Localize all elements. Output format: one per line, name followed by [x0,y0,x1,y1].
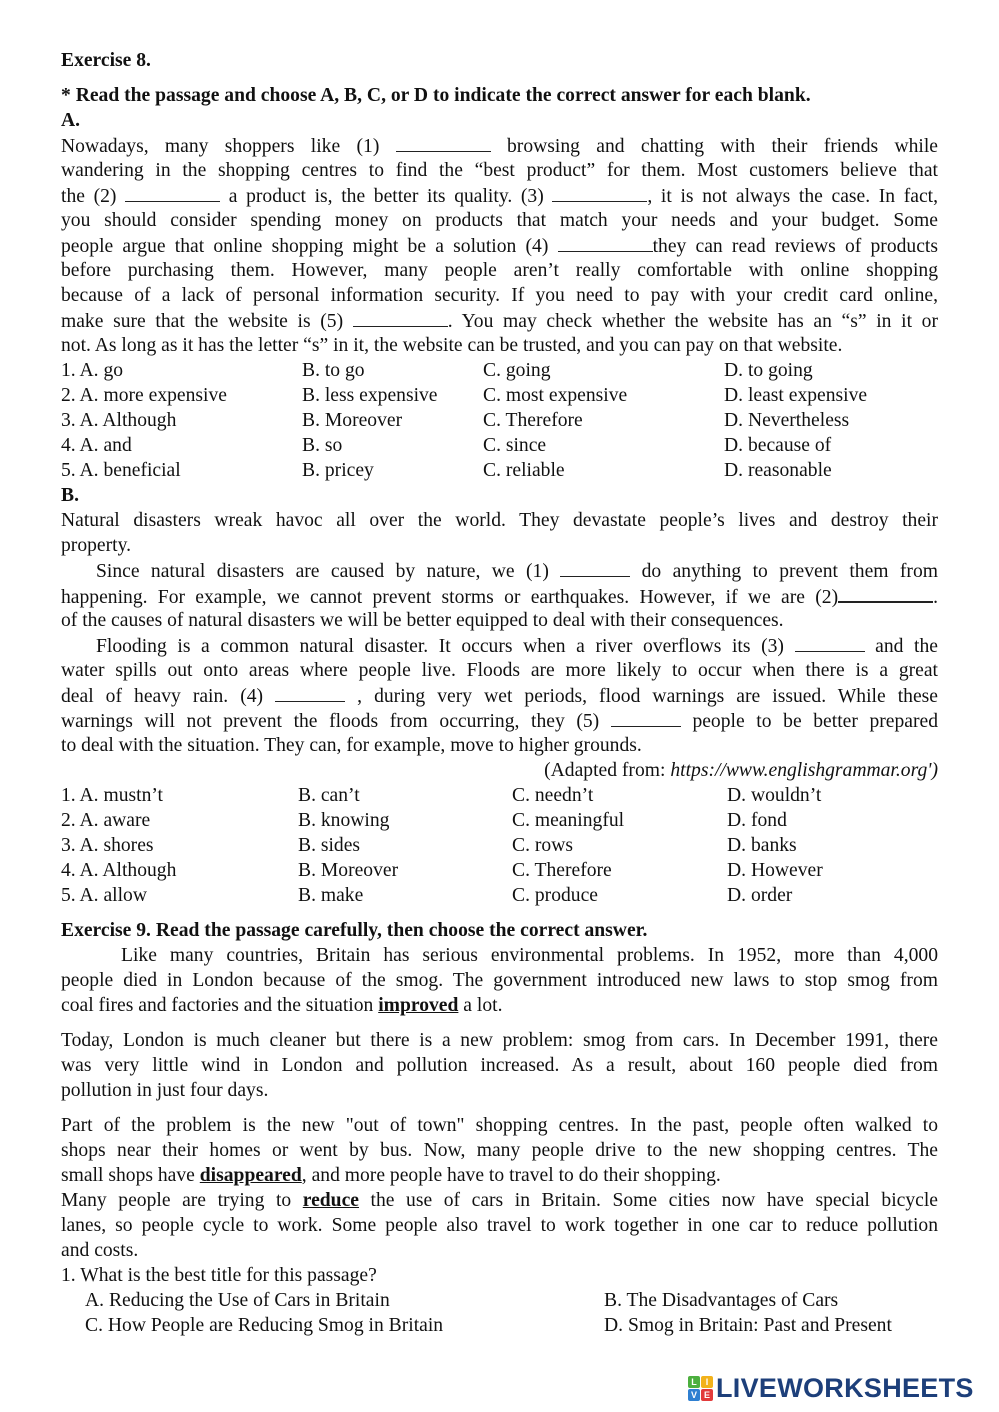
passage-line: make sure that the website is (5) . You may check whether the website has an “s” in it or [61,308,938,333]
passage-line: Many people are trying to reduce the use of cars in Britain. Some cities now have special bicycle [61,1190,938,1211]
option-row [61,883,938,908]
option-c[interactable]: C. Therefore [512,860,612,881]
logo-letter-l: L [688,1376,700,1388]
ex9-paragraph-1 [61,943,938,1018]
keyword-reduce: reduce [302,1190,359,1211]
blank-b4[interactable] [275,683,345,702]
passage-line: to deal with the situation. They can, for example, move to higher grounds. [61,735,642,756]
option-d[interactable]: D. because of [724,435,832,456]
blank-a2[interactable] [125,183,220,202]
part-a-label: A. [61,110,81,131]
blank-a3[interactable] [552,183,647,202]
option-a[interactable]: 1. A. go [61,360,124,381]
answer-a[interactable]: A. Reducing the Use of Cars in Britain [85,1290,390,1311]
option-row [61,808,938,833]
option-b[interactable]: B. knowing [298,810,390,831]
option-c[interactable]: C. produce [512,885,598,906]
option-row [61,458,938,483]
passage-line: because of a lack of personal information security. If you need to pay with your credit card online, [61,285,938,306]
passage-line: Flooding is a common natural disaster. It occurs when a river overflows its (3) and the [61,633,938,658]
option-c[interactable]: C. since [483,435,547,456]
part-a-passage [61,133,938,358]
option-a[interactable]: 3. A. shores [61,835,154,856]
passage-line: Part of the problem is the new "out of town" shopping centres. In the past, people often walked to [61,1115,938,1136]
option-b[interactable]: B. sides [298,835,361,856]
option-a[interactable]: 5. A. beneficial [61,460,181,481]
option-d[interactable]: D. wouldn’t [727,785,822,806]
passage-line: Like many countries, Britain has serious environmental problems. In 1952, more than 4,000 [121,945,938,966]
worksheet-page [61,48,938,1338]
option-row [61,358,938,383]
option-d[interactable]: D. banks [727,835,797,856]
option-c[interactable]: C. going [483,360,551,381]
passage-line: of the causes of natural disasters we will be better equipped to deal with their consequences. [61,610,784,631]
ex9-paragraph-3 [61,1113,938,1263]
blank-a1[interactable] [396,133,491,152]
option-c[interactable]: C. Therefore [483,410,583,431]
answer-row [61,1288,938,1313]
option-a[interactable]: 2. A. more expensive [61,385,227,406]
option-b[interactable]: B. Moreover [302,410,403,431]
passage-line: not. As long as it has the letter “s” in it, the website can be trusted, and you can pay on that website. [61,335,843,356]
passage-line: people died in London because of the smog. The government introduced new laws to stop smog from [61,970,938,991]
option-d[interactable]: D. to going [724,360,813,381]
passage-line: the (2) a product is, the better its quality. (3) , it is not always the case. In fact, [61,183,938,208]
part-b-passage [61,508,938,783]
option-c[interactable]: C. needn’t [512,785,594,806]
exercise-9-title: Exercise 9. Read the passage carefully, then choose the correct answer. [61,920,648,941]
question-1: 1. What is the best title for this passage? [61,1265,377,1286]
option-b[interactable]: B. to go [302,360,365,381]
passage-line: coal fires and factories and the situation improved a lot. [61,995,503,1016]
option-a[interactable]: 4. A. Although [61,860,177,881]
part-a-options [61,358,938,483]
option-row [61,408,938,433]
blank-b1[interactable] [560,558,630,577]
passage-line: people argue that online shopping might be a solution (4) they can read reviews of products [61,233,938,258]
passage-line: and costs. [61,1240,139,1261]
option-a[interactable]: 1. A. mustn’t [61,785,163,806]
option-row [61,383,938,408]
option-b[interactable]: B. pricey [302,460,374,481]
passage-line: Since natural disasters are caused by nature, we (1) do anything to prevent them from [61,558,938,583]
blank-a5[interactable] [353,308,448,327]
option-c[interactable]: C. meaningful [512,810,625,831]
exercise-8-title: Exercise 8. [61,50,151,71]
option-d[interactable]: D. reasonable [724,460,832,481]
answer-c[interactable]: C. How People are Reducing Smog in Britain [85,1315,444,1336]
keyword-improved: improved [378,995,459,1016]
option-d[interactable]: D. fond [727,810,787,831]
option-a[interactable]: 3. A. Although [61,410,177,431]
passage-line: deal of heavy rain. (4) , during very wet periods, flood warnings are issued. While these [61,683,938,708]
source-citation: (Adapted from: https://www.englishgrammar.org') [544,760,938,781]
passage-line: lanes, so people cycle to work. Some people also travel to work together in one car to reduce pollution [61,1215,938,1236]
passage-line: was very little wind in London and pollution increased. As a result, about 160 people died from [61,1055,938,1076]
passage-line: property. [61,535,132,556]
passage-line: water spills out onto areas where people live. Floods are more likely to occur when there is a great [61,660,938,681]
option-b[interactable]: B. make [298,885,364,906]
liveworksheets-logo [688,1373,974,1404]
option-d[interactable]: D. least expensive [724,385,868,406]
blank-b2[interactable] [838,583,933,603]
passage-line: wandering in the shopping centres to find the “best product” for them. Most customers believe that [61,160,938,181]
option-b[interactable]: B. less expensive [302,385,438,406]
passage-line: shops near their homes or went by bus. Now, many people drive to the new shopping centres. The [61,1140,938,1161]
passage-line: small shops have disappeared, and more people have to travel to do their shopping. [61,1165,721,1186]
blank-b5[interactable] [611,708,681,727]
passage-line: Natural disasters wreak havoc all over the world. They devastate people’s lives and destroy their [61,510,938,531]
option-row [61,833,938,858]
answer-d[interactable]: D. Smog in Britain: Past and Present [604,1315,892,1336]
option-d[interactable]: D. However [727,860,823,881]
logo-icon [688,1376,713,1401]
option-b[interactable]: B. Moreover [298,860,399,881]
blank-b3[interactable] [795,633,865,652]
logo-letter-e: E [701,1389,713,1401]
option-a[interactable]: 4. A. and [61,435,132,456]
answer-row [61,1313,938,1338]
part-b-options [61,783,938,908]
logo-text: LIVEWORKSHEETS [716,1373,974,1403]
option-a[interactable]: 2. A. aware [61,810,151,831]
option-row [61,858,938,883]
passage-line: happening. For example, we cannot prevent storms or earthquakes. However, if we are (2) . [61,583,938,608]
option-c[interactable]: C. most expensive [483,385,628,406]
passage-line: Nowadays, many shoppers like (1) browsing and chatting with their friends while [61,133,938,158]
option-row [61,433,938,458]
passage-line: you should consider spending money on products that match your needs and your budget. Some [61,210,938,231]
passage-line: before purchasing them. However, many people aren’t really comfortable with online shopping [61,260,938,281]
blank-a4[interactable] [558,233,653,252]
option-row [61,783,938,808]
source-url: https://www.englishgrammar.org') [670,760,938,781]
keyword-disappeared: disappeared [199,1165,302,1186]
option-b[interactable]: B. so [302,435,343,456]
option-c[interactable]: C. reliable [483,460,565,481]
part-b-label: B. [61,485,79,506]
option-a[interactable]: 5. A. allow [61,885,147,906]
logo-letter-v: V [688,1389,700,1401]
passage-line: pollution in just four days. [61,1080,269,1101]
passage-line: Today, London is much cleaner but there is a new problem: smog from cars. In December 1991, there [61,1030,938,1051]
ex9-paragraph-2 [61,1028,938,1103]
option-c[interactable]: C. rows [512,835,573,856]
exercise-8-instruction: * Read the passage and choose A, B, C, or D to indicate the correct answer for each blank. [61,85,811,106]
option-b[interactable]: B. can’t [298,785,360,806]
answer-b[interactable]: B. The Disadvantages of Cars [604,1290,839,1311]
passage-line: warnings will not prevent the floods from occurring, they (5) people to be better prepared [61,708,938,733]
option-d[interactable]: D. Nevertheless [724,410,850,431]
logo-letter-i: I [701,1376,713,1388]
option-d[interactable]: D. order [727,885,793,906]
